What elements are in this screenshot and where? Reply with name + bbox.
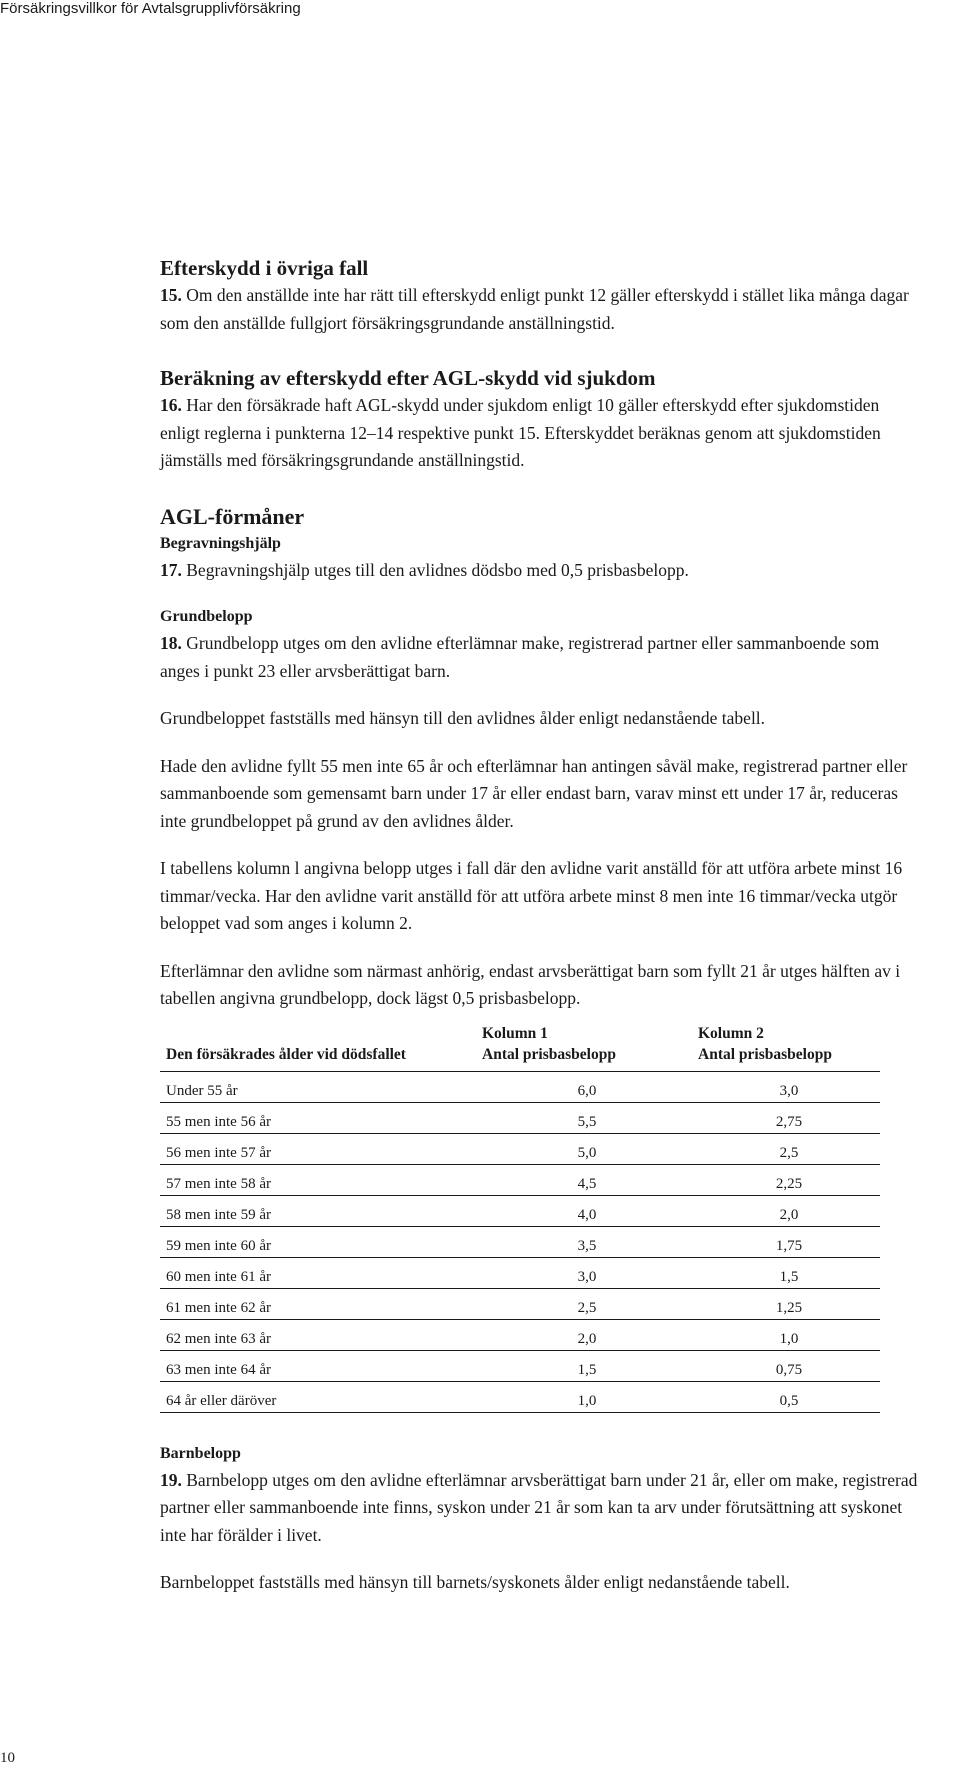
- cell-kolumn-2: 0,75: [692, 1350, 880, 1381]
- column-header-subtitle: Antal prisbasbelopp: [482, 1045, 616, 1063]
- table-row: [160, 1164, 880, 1195]
- cell-kolumn-2: 1,25: [692, 1288, 880, 1319]
- heading-agl-formaner: AGL-förmåner: [160, 503, 305, 529]
- paragraph-19: [160, 1467, 920, 1550]
- paragraph-number: 18.: [160, 633, 182, 653]
- paragraph-number: 16.: [160, 395, 182, 415]
- table-row: [160, 1381, 880, 1412]
- table-row: [160, 1071, 880, 1102]
- cell-age: 56 men inte 57 år: [160, 1133, 476, 1164]
- cell-kolumn-2: 1,75: [692, 1226, 880, 1257]
- cell-kolumn-2: 2,5: [692, 1133, 880, 1164]
- cell-kolumn-1: 2,5: [476, 1288, 692, 1319]
- subheading-begravningshjalp: Begravningshjälp: [160, 534, 281, 552]
- paragraph-16: [160, 392, 920, 475]
- paragraph-barnbelopp-faststalls: Barnbeloppet fastställs med hänsyn till barnets/syskonets ålder enligt nedanstående tabell.: [160, 1572, 790, 1592]
- table-row: [160, 1319, 880, 1350]
- paragraph-text: Har den försäkrade haft AGL-skydd under sjukdom enligt 10 gäller efterskydd efter sjukdomstiden enligt reglerna i punkterna 12–14 respektive punkt 15. Efterskyddet beräknas genom att sjukdomstiden jämställs med försäkringsgrundande anställningstid.: [160, 395, 881, 470]
- table-row: [160, 1257, 880, 1288]
- cell-kolumn-1: 2,0: [476, 1319, 692, 1350]
- table-row: [160, 1288, 880, 1319]
- cell-age: Under 55 år: [160, 1071, 476, 1102]
- cell-kolumn-1: 3,5: [476, 1226, 692, 1257]
- cell-kolumn-2: 2,25: [692, 1164, 880, 1195]
- cell-age: 55 men inte 56 år: [160, 1102, 476, 1133]
- document-header: Försäkringsvillkor för Avtalsgrupplivförsäkring: [0, 0, 301, 17]
- cell-kolumn-1: 4,5: [476, 1164, 692, 1195]
- cell-age: 64 år eller däröver: [160, 1381, 476, 1412]
- table-row: [160, 1226, 880, 1257]
- document-body: [160, 255, 920, 1597]
- cell-kolumn-1: 1,5: [476, 1350, 692, 1381]
- cell-age: 63 men inte 64 år: [160, 1350, 476, 1381]
- column-header-age: Den försäkrades ålder vid dödsfallet: [160, 1023, 476, 1072]
- paragraph-number: 19.: [160, 1469, 182, 1490]
- heading-berakning: Beräkning av efterskydd efter AGL-skydd vid sjukdom: [160, 366, 656, 390]
- paragraph-15: [160, 282, 920, 337]
- cell-age: 58 men inte 59 år: [160, 1195, 476, 1226]
- cell-kolumn-2: 0,5: [692, 1381, 880, 1412]
- paragraph-number: 15.: [160, 285, 182, 305]
- paragraph-grundbelopp-faststalls: Grundbeloppet fastställs med hänsyn till den avlidnes ålder enligt nedanstående tabell.: [160, 708, 766, 728]
- column-header-kolumn-1: [476, 1023, 692, 1072]
- table-row: [160, 1195, 880, 1226]
- paragraph-number: 17.: [160, 559, 182, 580]
- paragraph-hade-den-avlidne: Hade den avlidne fyllt 55 men inte 65 år och efterlämnar han antingen såväl make, registrerad partner eller sammanboende som gemensamt barn under 17 år eller endast barn, varav minst ett under 17 år, reduceras inte grundbeloppet på grund av den avlidnes ålder.: [160, 755, 908, 831]
- table-row: [160, 1102, 880, 1133]
- cell-kolumn-1: 3,0: [476, 1257, 692, 1288]
- cell-age: 60 men inte 61 år: [160, 1257, 476, 1288]
- paragraph-17: [160, 557, 920, 585]
- table-row: [160, 1133, 880, 1164]
- cell-kolumn-1: 1,0: [476, 1381, 692, 1412]
- grundbelopp-table: [160, 1023, 880, 1413]
- cell-kolumn-1: 4,0: [476, 1195, 692, 1226]
- column-header-title: Kolumn 2: [698, 1024, 764, 1042]
- cell-age: 62 men inte 63 år: [160, 1319, 476, 1350]
- paragraph-text: Grundbelopp utges om den avlidne efterlämnar make, registrerad partner eller sammanboende som anges i punkt 23 eller arvsberättigat barn.: [160, 633, 880, 681]
- cell-kolumn-1: 6,0: [476, 1071, 692, 1102]
- paragraph-efterlamnar: Efterlämnar den avlidne som närmast anhörig, endast arvsberättigat barn som fyllt 21 år utges hälften av i tabellen angivna grundbelopp, dock lägst 0,5 prisbasbelopp.: [160, 960, 901, 1008]
- cell-kolumn-2: 3,0: [692, 1071, 880, 1102]
- cell-kolumn-1: 5,5: [476, 1102, 692, 1133]
- table-row: [160, 1350, 880, 1381]
- subheading-barnbelopp: Barnbelopp: [160, 1444, 241, 1462]
- paragraph-text: Begravningshjälp utges till den avlidnes dödsbo med 0,5 prisbasbelopp.: [186, 559, 689, 580]
- page-number: 10: [0, 1750, 15, 1766]
- column-header-subtitle: Antal prisbasbelopp: [698, 1045, 832, 1063]
- table-body: [160, 1071, 880, 1412]
- heading-efterskydd-ovriga: Efterskydd i övriga fall: [160, 256, 369, 280]
- cell-age: 57 men inte 58 år: [160, 1164, 476, 1195]
- cell-kolumn-2: 1,0: [692, 1319, 880, 1350]
- cell-kolumn-2: 2,0: [692, 1195, 880, 1226]
- column-header-kolumn-2: [692, 1023, 880, 1072]
- paragraph-tabellens-kolumn: I tabellens kolumn l angivna belopp utges i fall där den avlidne varit anställd för att utföra arbete minst 16 timmar/vecka. Har den avlidne varit anställd för att utföra arbete minst 8 men inte 16 timmar/vecka utgör beloppet vad som anges i kolumn 2.: [160, 858, 903, 933]
- table-header-row: [160, 1023, 880, 1072]
- subheading-grundbelopp: Grundbelopp: [160, 608, 253, 625]
- cell-kolumn-2: 2,75: [692, 1102, 880, 1133]
- cell-age: 61 men inte 62 år: [160, 1288, 476, 1319]
- cell-kolumn-2: 1,5: [692, 1257, 880, 1288]
- column-header-title: Kolumn 1: [482, 1024, 548, 1042]
- cell-age: 59 men inte 60 år: [160, 1226, 476, 1257]
- paragraph-text: Barnbelopp utges om den avlidne efterlämnar arvsberättigat barn under 21 år, eller om make, registrerad partner eller sammanboende inte finns, syskon under 21 år som kan ta arv under förutsättning att syskonet inte har förälder i livet.: [160, 1469, 918, 1545]
- paragraph-18: [160, 630, 920, 685]
- cell-kolumn-1: 5,0: [476, 1133, 692, 1164]
- paragraph-text: Om den anställde inte har rätt till efterskydd enligt punkt 12 gäller efterskydd i stället lika många dagar som den anställde fullgjort försäkringsgrundande anställningstid.: [160, 285, 909, 333]
